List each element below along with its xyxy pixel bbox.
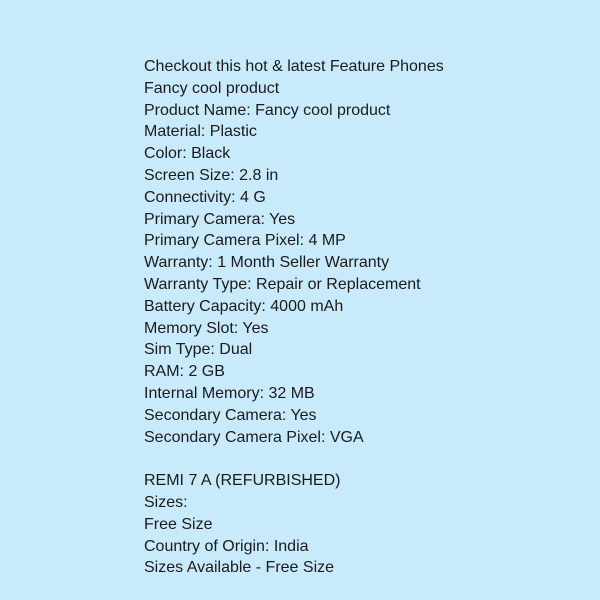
product-title: Fancy cool product (144, 79, 280, 97)
spec-internal-memory: Internal Memory: 32 MB (144, 384, 315, 402)
spec-warranty-type: Warranty Type: Repair or Replacement (144, 275, 421, 293)
spec-connectivity: Connectivity: 4 G (144, 188, 266, 206)
spec-material: Material: Plastic (144, 123, 257, 141)
spec-screen-size: Screen Size: 2.8 in (144, 166, 279, 184)
spec-ram: RAM: 2 GB (144, 363, 225, 381)
spec-list (144, 100, 584, 449)
listing-heading: Checkout this hot & latest Feature Phones (144, 58, 444, 75)
model-name: REMI 7 A (REFURBISHED) (144, 472, 341, 490)
spec-battery-capacity: Battery Capacity: 4000 mAh (144, 297, 344, 315)
spec-color: Color: Black (144, 145, 231, 163)
size-value: Free Size (144, 515, 213, 533)
sizes-label: Sizes: (144, 493, 188, 511)
product-description (144, 56, 584, 579)
section-gap (144, 448, 584, 470)
spec-secondary-camera: Secondary Camera: Yes (144, 406, 317, 424)
spec-memory-slot: Memory Slot: Yes (144, 319, 269, 337)
spec-product-name: Product Name: Fancy cool product (144, 101, 391, 119)
spec-primary-camera-pixel: Primary Camera Pixel: 4 MP (144, 232, 346, 250)
spec-primary-camera: Primary Camera: Yes (144, 210, 296, 228)
spec-sim-type: Sim Type: Dual (144, 341, 253, 359)
sizes-available: Sizes Available - Free Size (144, 559, 335, 577)
spec-warranty: Warranty: 1 Month Seller Warranty (144, 254, 390, 272)
spec-secondary-camera-pixel: Secondary Camera Pixel: VGA (144, 428, 364, 446)
country-of-origin: Country of Origin: India (144, 537, 309, 555)
